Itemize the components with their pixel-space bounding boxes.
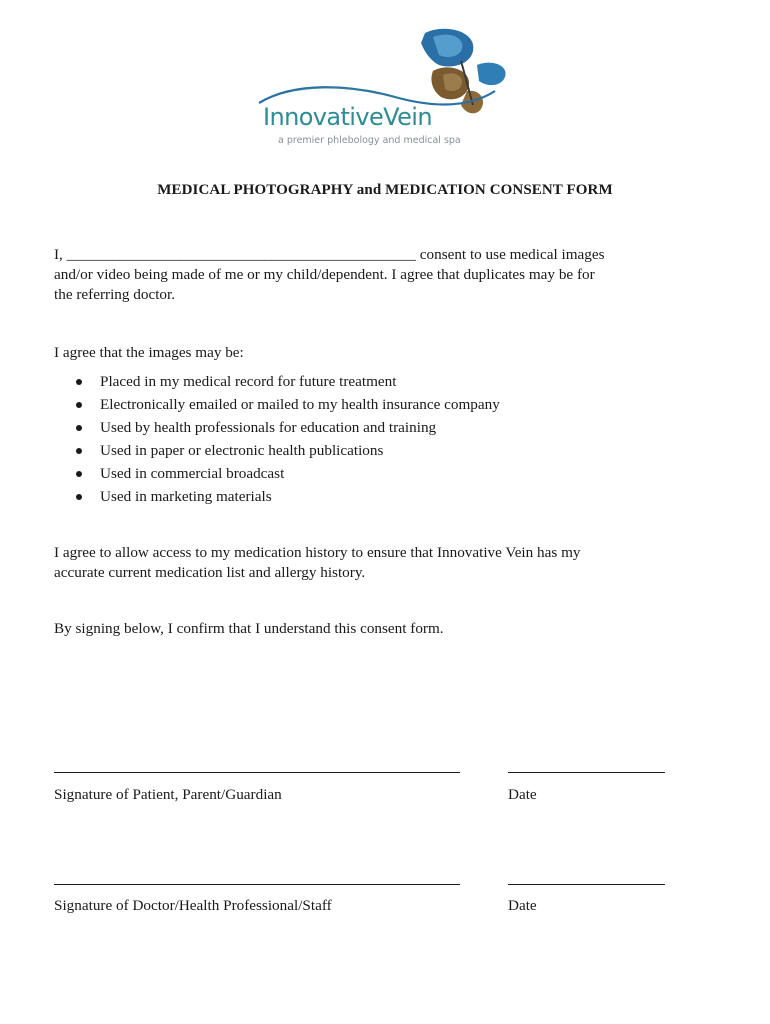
doctor-signature-line[interactable] [54,884,460,885]
image-uses-list [54,370,500,508]
list-item: Used in paper or electronic health publications [54,439,500,462]
logo-tagline: a premier phlebology and medical spa [278,135,461,146]
patient-signature-line[interactable] [54,772,460,773]
list-item: Used by health professionals for education and training [54,416,500,439]
doctor-signature-label: Signature of Doctor/Health Professional/Staff [54,897,332,914]
medication-paragraph [54,543,714,583]
consent-intro-line: the referring doctor. [54,286,176,303]
confirm-text: By signing below, I confirm that I understand this consent form. [54,620,444,637]
list-item: Used in marketing materials [54,485,500,508]
consent-intro-paragraph [54,245,714,305]
innovative-vein-logo [255,25,520,150]
patient-signature-label: Signature of Patient, Parent/Guardian [54,786,282,803]
medication-line: accurate current medication list and allergy history. [54,564,366,581]
medication-line: I agree to allow access to my medication history to ensure that Innovative Vein has my [54,544,581,561]
list-item: Electronically emailed or mailed to my health insurance company [54,393,500,416]
patient-date-label: Date [508,786,537,803]
patient-date-line[interactable] [508,772,665,773]
butterfly-swoosh-icon [255,25,520,150]
list-item: Placed in my medical record for future treatment [54,370,500,393]
doctor-date-label: Date [508,897,537,914]
form-title: MEDICAL PHOTOGRAPHY and MEDICATION CONSENT FORM [157,182,613,198]
logo-wordmark: InnovativeVein [263,103,432,131]
list-item: Used in commercial broadcast [54,462,500,485]
images-lead-text: I agree that the images may be: [54,344,244,361]
doctor-date-line[interactable] [508,884,665,885]
consent-intro-line: I, ______________________________________________ consent to use medical images [54,246,605,263]
consent-intro-line: and/or video being made of me or my child/dependent. I agree that duplicates may be for [54,266,595,283]
